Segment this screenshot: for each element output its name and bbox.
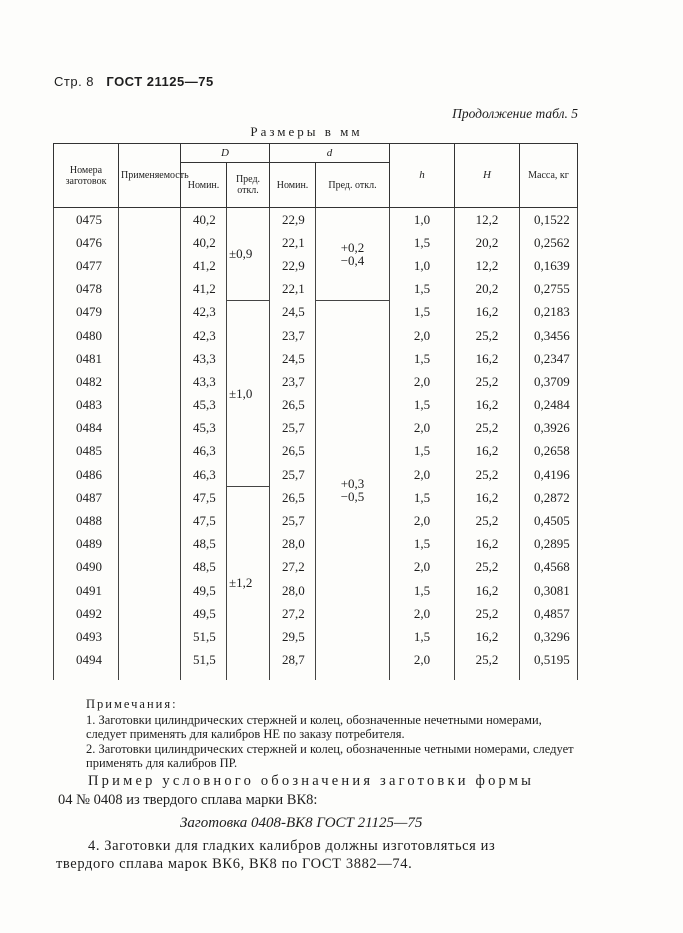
cell-h: 1,0 [390,208,455,232]
cell-D: 46,3 [181,463,227,486]
paragraph-4-line-1: 4. Заготовки для гладких калибров должны изготовляться из [88,838,496,854]
cell-d-tolerance: +0,3 −0,5 [316,301,390,680]
table-row [54,301,578,324]
cell-h: 2,0 [390,417,455,440]
cell-d: 22,1 [270,231,316,254]
cell-application [119,370,181,393]
cell-number: 0484 [54,417,119,440]
cell-mass: 0,3456 [520,324,578,347]
table-row [54,463,578,486]
cell-mass: 0,1522 [520,208,578,232]
cell-mass: 0,2183 [520,301,578,324]
cell-application [119,278,181,301]
cell-D: 41,2 [181,278,227,301]
cell-d: 28,0 [270,533,316,556]
cell-d: 22,1 [270,278,316,301]
cell-D: 45,3 [181,394,227,417]
table-row [54,254,578,277]
cell-application [119,347,181,370]
cell-application [119,509,181,532]
page-header [54,74,214,89]
cell-mass: 0,3709 [520,370,578,393]
header-d-tolerance: Пред. откл. [316,163,390,208]
cell-h: 1,5 [390,579,455,602]
cell-D: 51,5 [181,649,227,680]
cell-D: 51,5 [181,625,227,648]
table-row [54,324,578,347]
cell-mass: 0,2895 [520,533,578,556]
cell-number: 0489 [54,533,119,556]
cell-h: 1,5 [390,486,455,509]
cell-h: 2,0 [390,556,455,579]
cell-H: 12,2 [455,208,520,232]
cell-h: 2,0 [390,463,455,486]
cell-mass: 0,3081 [520,579,578,602]
header-mass: Масса, кг [520,144,578,208]
example-designation: Заготовка 0408-ВК8 ГОСТ 21125—75 [180,815,423,831]
cell-application [119,394,181,417]
cell-number: 0488 [54,509,119,532]
cell-H: 25,2 [455,602,520,625]
header-h: h [390,144,455,208]
cell-H: 25,2 [455,463,520,486]
header-group-D: D [181,144,270,163]
cell-D-tolerance: ±1,2 [227,486,270,679]
cell-H: 16,2 [455,486,520,509]
cell-H: 16,2 [455,579,520,602]
cell-application [119,440,181,463]
cell-mass: 0,2562 [520,231,578,254]
header-application: Применяемость [119,144,181,208]
cell-H: 16,2 [455,394,520,417]
cell-application [119,556,181,579]
cell-H: 16,2 [455,347,520,370]
cell-h: 1,5 [390,278,455,301]
cell-D: 40,2 [181,208,227,232]
cell-number: 0478 [54,278,119,301]
cell-D-tolerance: ±1,0 [227,301,270,487]
cell-D: 43,3 [181,347,227,370]
notes-title: Примечания: [86,697,178,711]
cell-H: 16,2 [455,301,520,324]
cell-mass: 0,4568 [520,556,578,579]
table-row [54,556,578,579]
cell-d: 22,9 [270,208,316,232]
example-line-2: 04 № 0408 из твердого сплава марки ВК8: [58,792,318,808]
cell-number: 0490 [54,556,119,579]
table-row [54,394,578,417]
cell-D: 42,3 [181,301,227,324]
header-d-nominal: Номин. [270,163,316,208]
cell-number: 0493 [54,625,119,648]
cell-H: 25,2 [455,649,520,680]
cell-h: 2,0 [390,324,455,347]
cell-number: 0491 [54,579,119,602]
cell-h: 1,5 [390,625,455,648]
cell-D-tolerance: ±0,9 [227,208,270,301]
standard-code: ГОСТ 21125—75 [106,74,214,89]
table-row [54,417,578,440]
cell-H: 25,2 [455,324,520,347]
cell-h: 2,0 [390,509,455,532]
cell-d: 27,2 [270,556,316,579]
cell-application [119,486,181,509]
cell-d: 24,5 [270,347,316,370]
header-group-d: d [270,144,390,163]
paragraph-4-line-2: твердого сплава марок ВК6, ВК8 по ГОСТ 3882—74. [56,856,413,872]
header-D-nominal: Номин. [181,163,227,208]
cell-d-tolerance: +0,2 −0,4 [316,208,390,301]
cell-number: 0477 [54,254,119,277]
cell-d: 28,7 [270,649,316,680]
page-number: Стр. 8 [54,74,95,89]
cell-h: 2,0 [390,602,455,625]
cell-D: 47,5 [181,509,227,532]
cell-h: 1,5 [390,231,455,254]
cell-application [119,533,181,556]
cell-mass: 0,5195 [520,649,578,680]
cell-d: 23,7 [270,370,316,393]
cell-number: 0480 [54,324,119,347]
cell-H: 12,2 [455,254,520,277]
cell-number: 0485 [54,440,119,463]
cell-mass: 0,3296 [520,625,578,648]
cell-d: 23,7 [270,324,316,347]
cell-number: 0492 [54,602,119,625]
cell-H: 25,2 [455,370,520,393]
cell-application [119,231,181,254]
cell-number: 0483 [54,394,119,417]
cell-number: 0476 [54,231,119,254]
cell-h: 1,5 [390,394,455,417]
cell-application [119,625,181,648]
table-row [54,370,578,393]
cell-number: 0487 [54,486,119,509]
cell-h: 2,0 [390,370,455,393]
cell-h: 2,0 [390,649,455,680]
cell-D: 49,5 [181,602,227,625]
cell-d: 25,7 [270,463,316,486]
cell-mass: 0,2872 [520,486,578,509]
cell-number: 0482 [54,370,119,393]
cell-H: 25,2 [455,509,520,532]
table-row [54,278,578,301]
cell-h: 1,5 [390,533,455,556]
cell-application [119,208,181,232]
cell-mass: 0,2755 [520,278,578,301]
cell-d: 25,7 [270,417,316,440]
table-row [54,208,578,232]
cell-H: 16,2 [455,533,520,556]
cell-D: 48,5 [181,533,227,556]
cell-application [119,463,181,486]
cell-D: 46,3 [181,440,227,463]
table-row [54,625,578,648]
cell-application [119,649,181,680]
cell-d: 24,5 [270,301,316,324]
example-line-1: Пример условного обозначения заготовки формы [88,773,535,789]
cell-d: 26,5 [270,440,316,463]
note-1: 1. Заготовки цилиндрических стержней и колец, обозначенные нечетными номерами, следует применять для калибров НЕ по заказу потребителя. [86,712,542,741]
header-D-tolerance: Пред. откл. [227,163,270,208]
cell-application [119,417,181,440]
cell-mass: 0,2484 [520,394,578,417]
cell-D: 40,2 [181,231,227,254]
cell-d: 27,2 [270,602,316,625]
cell-d: 26,5 [270,486,316,509]
cell-H: 25,2 [455,556,520,579]
cell-H: 16,2 [455,440,520,463]
cell-D: 42,3 [181,324,227,347]
table-row [54,347,578,370]
cell-number: 0494 [54,649,119,680]
header-H: H [455,144,520,208]
cell-mass: 0,3926 [520,417,578,440]
cell-application [119,301,181,324]
cell-application [119,324,181,347]
cell-H: 20,2 [455,231,520,254]
cell-mass: 0,2658 [520,440,578,463]
cell-mass: 0,1639 [520,254,578,277]
cell-mass: 0,4505 [520,509,578,532]
cell-D: 45,3 [181,417,227,440]
cell-mass: 0,4857 [520,602,578,625]
cell-mass: 0,4196 [520,463,578,486]
cell-application [119,254,181,277]
cell-h: 1,5 [390,301,455,324]
cell-H: 20,2 [455,278,520,301]
note-2: 2. Заготовки цилиндрических стержней и колец, обозначенные четными номерами, следует применять для калибров ПР. [86,741,574,770]
table-row [54,602,578,625]
table-row [54,649,578,680]
cell-number: 0481 [54,347,119,370]
table-row [54,440,578,463]
units-caption: Размеры в мм [250,124,363,139]
cell-d: 28,0 [270,579,316,602]
cell-number: 0486 [54,463,119,486]
cell-h: 1,5 [390,347,455,370]
notes-block [86,697,581,771]
table-row [54,579,578,602]
cell-H: 25,2 [455,417,520,440]
cell-h: 1,5 [390,440,455,463]
table-row [54,533,578,556]
cell-D: 41,2 [181,254,227,277]
cell-d: 29,5 [270,625,316,648]
table-continuation-label: Продолжение табл. 5 [452,106,578,121]
cell-d: 25,7 [270,509,316,532]
table-row [54,486,578,509]
table-row [54,509,578,532]
cell-H: 16,2 [455,625,520,648]
cell-application [119,602,181,625]
cell-number: 0475 [54,208,119,232]
table-row [54,231,578,254]
cell-D: 49,5 [181,579,227,602]
cell-application [119,579,181,602]
cell-D: 48,5 [181,556,227,579]
header-number: Номера заготовок [54,144,119,208]
cell-mass: 0,2347 [520,347,578,370]
blanks-table [53,143,578,680]
cell-number: 0479 [54,301,119,324]
cell-d: 26,5 [270,394,316,417]
cell-h: 1,0 [390,254,455,277]
cell-d: 22,9 [270,254,316,277]
cell-D: 43,3 [181,370,227,393]
cell-D: 47,5 [181,486,227,509]
